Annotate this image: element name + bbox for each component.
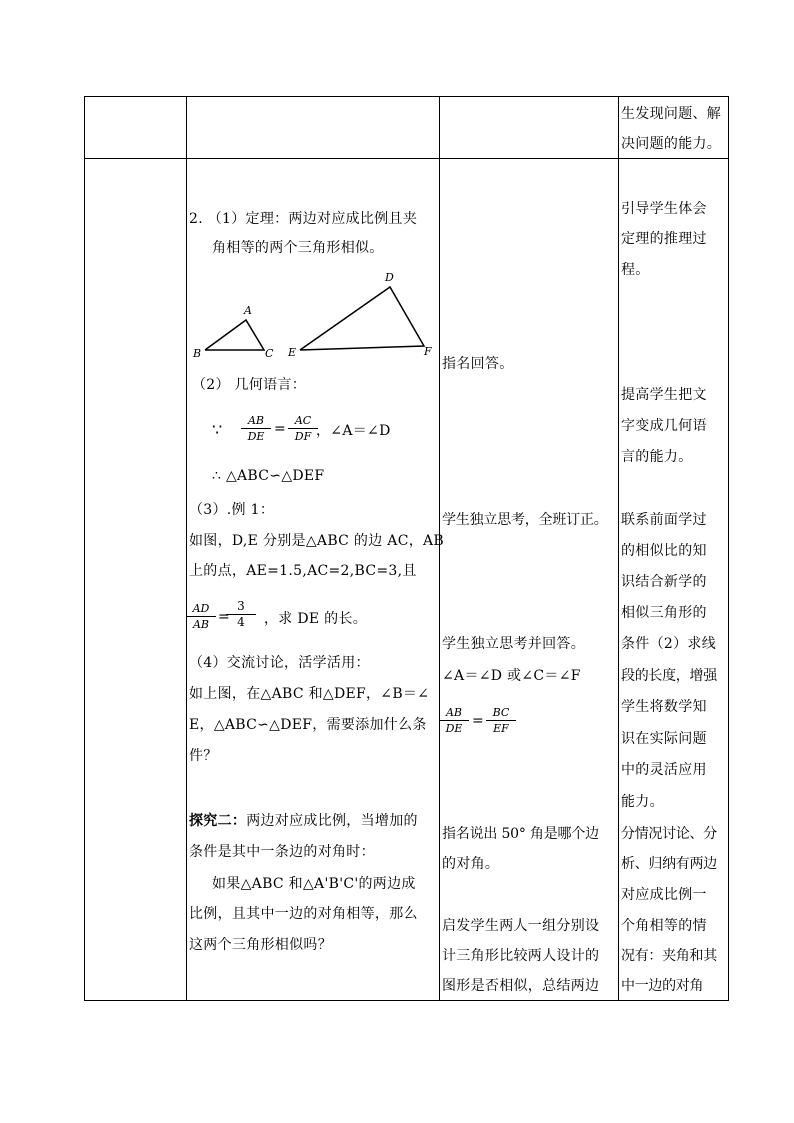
geometry-language-heading: （2） 几何语言： [192, 377, 307, 393]
goal-guide-line-3: 程。 [621, 262, 650, 278]
label-a: A [244, 304, 252, 317]
table-bottom-border [84, 1000, 729, 1001]
table-right-border [728, 96, 729, 1001]
fraction-ab-de: $\frac{AB}{DE}$ [241, 414, 271, 443]
triangles-figure [188, 268, 438, 368]
activity-pair-line-3: 图形是否相似，总结两边 [442, 978, 600, 994]
table-col-divider-3 [618, 96, 619, 1001]
table-row-divider [84, 158, 729, 159]
goal-apply-line-6: 段的长度，增强 [621, 668, 717, 684]
fraction-ad-ab: $\frac{AD}{AB}$ [186, 602, 216, 631]
goal-guide-line-2: 定理的推理过 [621, 231, 707, 247]
table-col-divider-1 [186, 96, 187, 1001]
goal-cases-line-6: 中一边的对角 [621, 978, 704, 994]
activity-pair-line-2: 计三角形比较两人设计的 [442, 948, 600, 964]
goal-guide-line-1: 引导学生体会 [621, 201, 707, 217]
label-f: F [424, 345, 432, 358]
theorem-line-1: 2. （1）定理：两边对应成比例且夹 [189, 211, 418, 227]
therefore-similar: ∴ △ABC∽△DEF [212, 468, 325, 484]
discussion-heading: （4）交流讨论，活学活用： [189, 655, 370, 671]
example-tail: ，求 DE 的长。 [264, 611, 368, 627]
discussion-line-3: 件？ [189, 748, 218, 764]
goal-apply-line-10: 能力。 [621, 794, 664, 810]
goal-cases-line-2: 析、归纳有两边 [621, 856, 717, 872]
goal-apply-line-1: 联系前面学过 [621, 512, 707, 528]
activity-pair-line-1: 启发学生两人一组分别设 [442, 918, 600, 934]
label-e: E [288, 346, 297, 359]
theorem-line-2: 角相等的两个三角形相似。 [212, 240, 384, 256]
activity-think-answer: 学生独立思考并回答。 [442, 636, 585, 652]
goal-apply-line-7: 学生将数学知 [621, 699, 707, 715]
goal-cases-line-1: 分情况讨论、分 [621, 826, 717, 842]
row1-goal-line-2: 决问题的能力。 [621, 136, 722, 152]
activity-50deg-line-2: 的对角。 [442, 856, 500, 872]
goal-apply-line-3: 识结合新学的 [621, 574, 707, 590]
goal-cases-line-5: 况有：夹角和其 [621, 948, 717, 964]
discussion-line-2: E，△ABC∽△DEF，需要添加什么条 [189, 717, 427, 733]
fraction-ab-de-2: $\frac{AB}{DE}$ [439, 706, 469, 735]
explore-line-1: 探究二：两边对应成比例，当增加的 [189, 813, 418, 829]
example-line-2: 上的点，AE=1.5,AC=2,BC=3,且 [189, 563, 417, 579]
goal-apply-line-9: 中的灵活应用 [621, 762, 707, 778]
activity-angle-answer: ∠A＝∠D 或∠C＝∠F [442, 668, 581, 684]
label-b: B [193, 347, 202, 360]
goal-cases-line-3: 对应成比例一 [621, 887, 707, 903]
table-left-border [84, 96, 85, 1001]
row1-goal-line-1: 生发现问题、解 [621, 106, 722, 122]
angle-condition: ，∠A＝∠D [316, 423, 391, 439]
goal-language-line-2: 字变成几何语 [621, 418, 707, 434]
explore-question-3: 这两个三角形相似吗？ [189, 937, 332, 953]
explore-question-2: 比例，且其中一边的对角相等，那么 [189, 906, 418, 922]
fraction-bc-ef: $\frac{BC}{EF}$ [486, 706, 516, 735]
goal-language-line-3: 言的能力。 [621, 449, 693, 465]
equals-sign-3: = [472, 713, 484, 729]
goal-cases-line-4: 个角相等的情 [621, 918, 707, 934]
table-top-border [84, 96, 729, 97]
equals-sign-2: = [218, 609, 230, 625]
triangle-abc [205, 320, 264, 350]
example-heading: （3）.例 1： [189, 502, 275, 518]
triangle-def [300, 287, 424, 350]
example-line-1: 如图，D,E 分别是△ABC 的边 AC，AB [189, 533, 445, 549]
explore-label: 探究二： [189, 813, 247, 829]
goal-apply-line-5: 条件（2）求线 [621, 636, 717, 652]
because-symbol: ∵ [212, 420, 223, 439]
equals-sign: = [274, 421, 286, 437]
explore-line-2: 条件是其中一条边的对角时： [189, 844, 375, 860]
fraction-ac-df: $\frac{AC}{DF}$ [288, 414, 318, 443]
label-d: D [385, 271, 394, 284]
discussion-line-1: 如上图，在△ABC 和△DEF，∠B＝∠ [189, 686, 430, 702]
goal-apply-line-8: 识在实际问题 [621, 731, 707, 747]
activity-name-answer: 指名回答。 [442, 356, 514, 372]
fraction-3-4: $\frac{3}{4}$ [226, 600, 256, 629]
goal-apply-line-2: 的相似比的知 [621, 543, 707, 559]
explore-question-1: 如果△ABC 和△A'B'C'的两边成 [212, 876, 416, 892]
label-c: C [265, 347, 274, 360]
activity-think-correct: 学生独立思考，全班订正。 [442, 512, 608, 528]
goal-apply-line-4: 相似三角形的 [621, 605, 707, 621]
goal-language-line-1: 提高学生把文 [621, 387, 707, 403]
activity-50deg-line-1: 指名说出 50° 角是哪个边 [442, 826, 599, 842]
